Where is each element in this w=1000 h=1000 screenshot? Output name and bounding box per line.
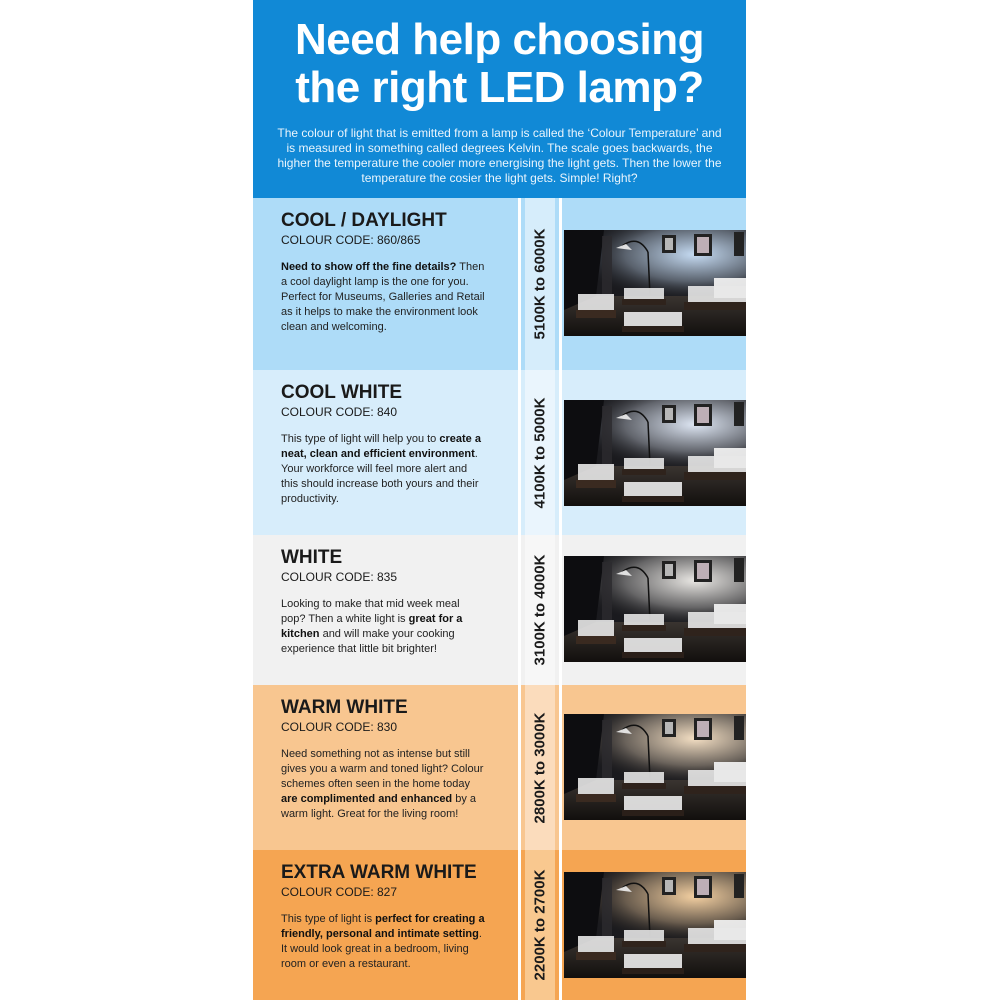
- room-photo-shape: [688, 286, 746, 304]
- room-photo: [564, 556, 746, 662]
- header-banner: [253, 0, 746, 198]
- room-photo-shape: [734, 716, 744, 740]
- room-photo-shape: [624, 312, 682, 328]
- colour-code: COLOUR CODE: 827: [281, 885, 398, 899]
- kelvin-range: 2200K to 2700K: [531, 869, 549, 981]
- room-photo-shape: [624, 288, 664, 300]
- section-heading: WHITE: [281, 547, 343, 568]
- room-photo-shape: [624, 482, 682, 498]
- description-text: . Your workforce will feel more alert and this should increase both yours and their productivity.: [281, 448, 479, 505]
- kelvin-band: [525, 850, 555, 1000]
- room-photo-shape: [576, 794, 616, 802]
- kelvin-range: 2800K to 3000K: [531, 712, 549, 823]
- description-text: This type of light will help you to: [281, 433, 440, 445]
- room-photo-shape: [684, 628, 746, 636]
- divider-line: [559, 685, 562, 850]
- section-heading: EXTRA WARM WHITE: [281, 862, 477, 883]
- room-photo-shape: [688, 612, 746, 630]
- section-heading: COOL / DAYLIGHT: [281, 210, 447, 231]
- room-photo-shape: [684, 944, 746, 952]
- room-photo-shape: [665, 238, 673, 250]
- kelvin-band: [525, 685, 555, 850]
- divider-line: [518, 850, 521, 1000]
- title-line-1: Need help choosing: [294, 15, 705, 64]
- section-cool-daylight: [253, 198, 746, 370]
- room-photo-shape: [734, 232, 744, 256]
- room-photo-shape: [684, 786, 746, 794]
- room-photo-shape: [665, 722, 673, 734]
- room-photo-shape: [688, 770, 746, 788]
- divider-line: [559, 850, 562, 1000]
- divider-line: [518, 198, 521, 370]
- room-photo-shape: [624, 614, 664, 626]
- section-description: [281, 432, 486, 507]
- description-text: . It would look great in a bedroom, living room or even a restaurant.: [281, 928, 482, 970]
- divider-line: [518, 535, 521, 685]
- divider-line: [518, 685, 521, 850]
- room-photo-shape: [622, 326, 684, 332]
- room-photo-shape: [578, 620, 614, 638]
- colour-code: COLOUR CODE: 840: [281, 405, 398, 419]
- room-photo-shape: [665, 408, 673, 420]
- room-photo-shape: [576, 480, 616, 488]
- section-description: [281, 597, 486, 657]
- room-photo-shape: [578, 464, 614, 482]
- room-photo-shape: [624, 954, 682, 970]
- room-photo-shape: [602, 406, 612, 464]
- section-white: [253, 535, 746, 685]
- title-line-2: the right LED lamp?: [295, 63, 704, 112]
- section-description: [281, 912, 486, 972]
- section-text-panel: [253, 370, 518, 535]
- room-photo-shape: [622, 299, 666, 305]
- description-text: Then a cool daylight lamp is the one for you. Perfect for Museums, Galleries and Retail as it helps to make the environment look clean and welcoming.: [281, 261, 485, 333]
- colour-code: COLOUR CODE: 835: [281, 570, 398, 584]
- room-photo-shape: [602, 878, 612, 936]
- room-photo-shape: [734, 402, 744, 426]
- room-photo-shape: [684, 472, 746, 480]
- room-photo-shape: [622, 469, 666, 475]
- room-photo-shape: [734, 558, 744, 582]
- room-photo-shape: [624, 458, 664, 470]
- room-photo: [564, 872, 746, 978]
- description-text: and will make your cooking experience that little bit brighter!: [281, 628, 455, 655]
- room-photo: [564, 714, 746, 820]
- room-photo-shape: [697, 237, 709, 253]
- description-text: Need something not as intense but still gives you a warm and toned light? Colour schemes often seen in the home today: [281, 748, 484, 790]
- room-photo-shape: [576, 952, 616, 960]
- room-photo: [564, 230, 746, 336]
- room-photo-shape: [576, 636, 616, 644]
- room-photo-shape: [622, 496, 684, 502]
- section-warm-white: [253, 685, 746, 850]
- description-text: This type of light is: [281, 913, 376, 925]
- room-photo-shape: [624, 930, 664, 942]
- room-photo-shape: [697, 407, 709, 423]
- section-description: [281, 747, 486, 822]
- room-photo-shape: [688, 456, 746, 474]
- divider-line: [559, 198, 562, 370]
- room-photo-shape: [576, 310, 616, 318]
- section-text-panel: [253, 198, 518, 370]
- room-photo-shape: [697, 563, 709, 579]
- room-photo-shape: [684, 302, 746, 310]
- room-photo-shape: [622, 783, 666, 789]
- room-photo-shape: [622, 652, 684, 658]
- section-text-panel: [253, 850, 518, 1000]
- room-photo-shape: [624, 638, 682, 654]
- room-photo-shape: [697, 879, 709, 895]
- room-photo-shape: [602, 562, 612, 620]
- kelvin-range: 3100K to 4000K: [531, 554, 549, 666]
- room-photo-shape: [578, 778, 614, 796]
- kelvin-band: [525, 198, 555, 370]
- room-photo-shape: [624, 796, 682, 812]
- room-photo-shape: [688, 928, 746, 946]
- description-bold: great for a kitchen: [281, 613, 463, 640]
- section-heading: COOL WHITE: [281, 382, 403, 403]
- description-bold: create a neat, clean and efficient environment: [281, 433, 481, 460]
- room-photo-shape: [578, 936, 614, 954]
- room-photo-shape: [602, 720, 612, 778]
- section-heading: WARM WHITE: [281, 697, 408, 718]
- room-photo-shape: [697, 721, 709, 737]
- section-extra-warm-white: [253, 850, 746, 1000]
- colour-code: COLOUR CODE: 860/865: [281, 233, 421, 247]
- room-photo-shape: [622, 968, 684, 974]
- kelvin-range: 5100K to 6000K: [531, 228, 549, 340]
- description-text: by a warm light. Great for the living room!: [281, 793, 477, 820]
- kelvin-range: 4100K to 5000K: [531, 397, 549, 508]
- divider-line: [559, 535, 562, 685]
- intro-text: The colour of light that is emitted from a lamp is called the ‘Colour Temperature’ and is measured in something called degrees Kelvin. The scale goes backwards, the higher the temperature the cooler more energising the light gets. Then the lower the temperature the cosier the light gets. Simple! Right?: [277, 126, 722, 185]
- description-bold: perfect for creating a friendly, personal and intimate setting: [281, 913, 485, 940]
- led-guide-infographic: [253, 0, 746, 1000]
- room-photo-shape: [665, 564, 673, 576]
- divider-line: [559, 370, 562, 535]
- section-text-panel: [253, 685, 518, 850]
- section-description: [281, 260, 486, 335]
- section-text-panel: [253, 535, 518, 685]
- room-photo-shape: [665, 880, 673, 892]
- page-title: [253, 16, 746, 112]
- room-photo-shape: [734, 874, 744, 898]
- description-bold: Need to show off the fine details?: [281, 261, 457, 273]
- divider-line: [518, 370, 521, 535]
- room-photo-shape: [622, 810, 684, 816]
- section-cool-white: [253, 370, 746, 535]
- colour-code: COLOUR CODE: 830: [281, 720, 398, 734]
- room-photo-shape: [578, 294, 614, 312]
- room-photo: [564, 400, 746, 506]
- description-bold: are complimented and enhanced: [281, 793, 453, 805]
- kelvin-band: [525, 370, 555, 535]
- room-photo-shape: [624, 772, 664, 784]
- description-text: Looking to make that mid week meal pop? Then a white light is: [281, 598, 460, 625]
- room-photo-shape: [622, 625, 666, 631]
- kelvin-band: [525, 535, 555, 685]
- room-photo-shape: [602, 236, 612, 294]
- room-photo-shape: [622, 941, 666, 947]
